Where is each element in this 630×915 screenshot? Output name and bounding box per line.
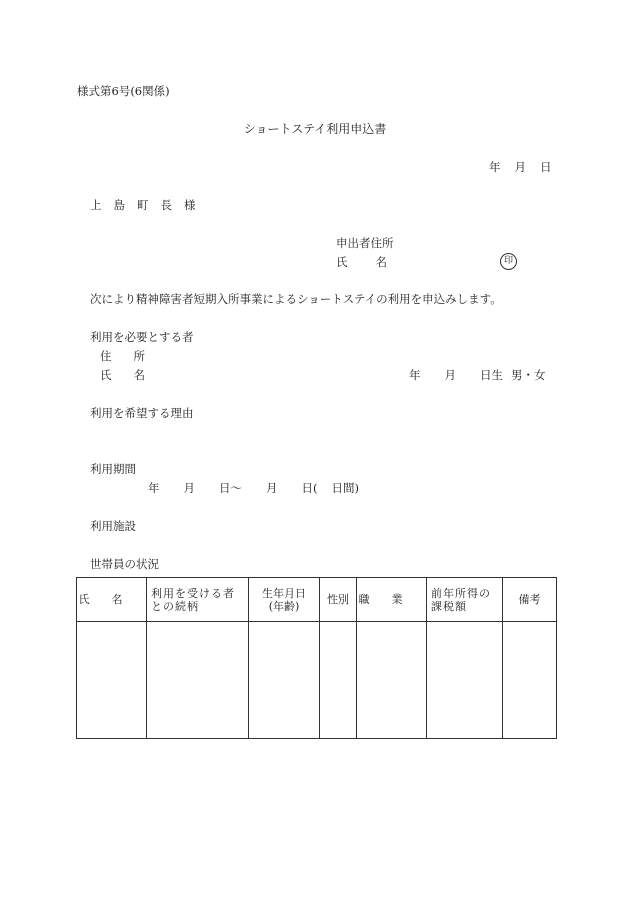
household-entry-row [77,622,557,739]
period-month-start: 月 [183,481,195,495]
col-header-occupation: 職業 [357,578,427,622]
col-header-tax [427,578,503,622]
submission-date [489,160,552,174]
household-header-row [77,578,557,622]
user-sex: 男・女 [511,368,546,382]
cell-tax[interactable] [427,622,503,739]
period-days: 日間) [331,481,359,495]
seal-mark: 印 [500,253,517,270]
birth-day: 日生 [480,368,503,382]
date-day: 日 [540,160,552,174]
user-address-label: 住所 [100,349,167,363]
col-header-notes: 備考 [503,578,557,622]
col-header-relation [147,578,249,622]
col-header-name: 氏名 [77,578,147,622]
reason-heading: 利用を希望する理由 [90,406,194,420]
cell-occupation[interactable] [357,622,427,739]
household-table [76,577,557,739]
birth-month: 月 [444,368,456,382]
applicant-name-label: 氏名 [336,255,415,269]
period-day-start: 日〜 [219,481,242,495]
col-header-birthdate-line1: 生年月日 [262,586,306,600]
cell-sex[interactable] [320,622,357,739]
period-month-end: 月 [266,481,278,495]
col-header-tax-line2: 課税額 [431,599,467,613]
col-header-sex: 性別 [320,578,357,622]
cell-name[interactable] [77,622,147,739]
usage-period [148,481,359,495]
date-month: 月 [514,160,526,174]
col-header-relation-line1: 利用を受ける者 [151,586,235,600]
col-header-birthdate [249,578,320,622]
period-day-end: 日( [301,481,318,495]
date-year: 年 [489,160,501,174]
birth-year: 年 [409,368,421,382]
form-number: 様式第6号(6関係) [77,84,170,98]
household-heading: 世帯員の状況 [90,557,159,571]
user-name-label: 氏名 [100,368,167,382]
cell-birthdate[interactable] [249,622,320,739]
user-section-heading: 利用を必要とする者 [90,330,194,344]
cell-notes[interactable] [503,622,557,739]
addressee: 上島町長様 [90,198,208,212]
col-header-relation-line2: との続柄 [151,599,199,613]
cell-relation[interactable] [147,622,249,739]
form-title: ショートステイ利用申込書 [243,122,387,136]
applicant-address-label: 申出者住所 [336,236,394,250]
facility-heading: 利用施設 [90,519,136,533]
application-statement: 次により精神障害者短期入所事業によるショートステイの利用を申込みします。 [90,292,502,306]
col-header-tax-line1: 前年所得の [431,586,491,600]
period-year: 年 [148,481,160,495]
user-birthdate [409,368,546,382]
col-header-birthdate-line2: (年齢) [268,599,300,613]
period-heading: 利用期間 [90,462,136,476]
